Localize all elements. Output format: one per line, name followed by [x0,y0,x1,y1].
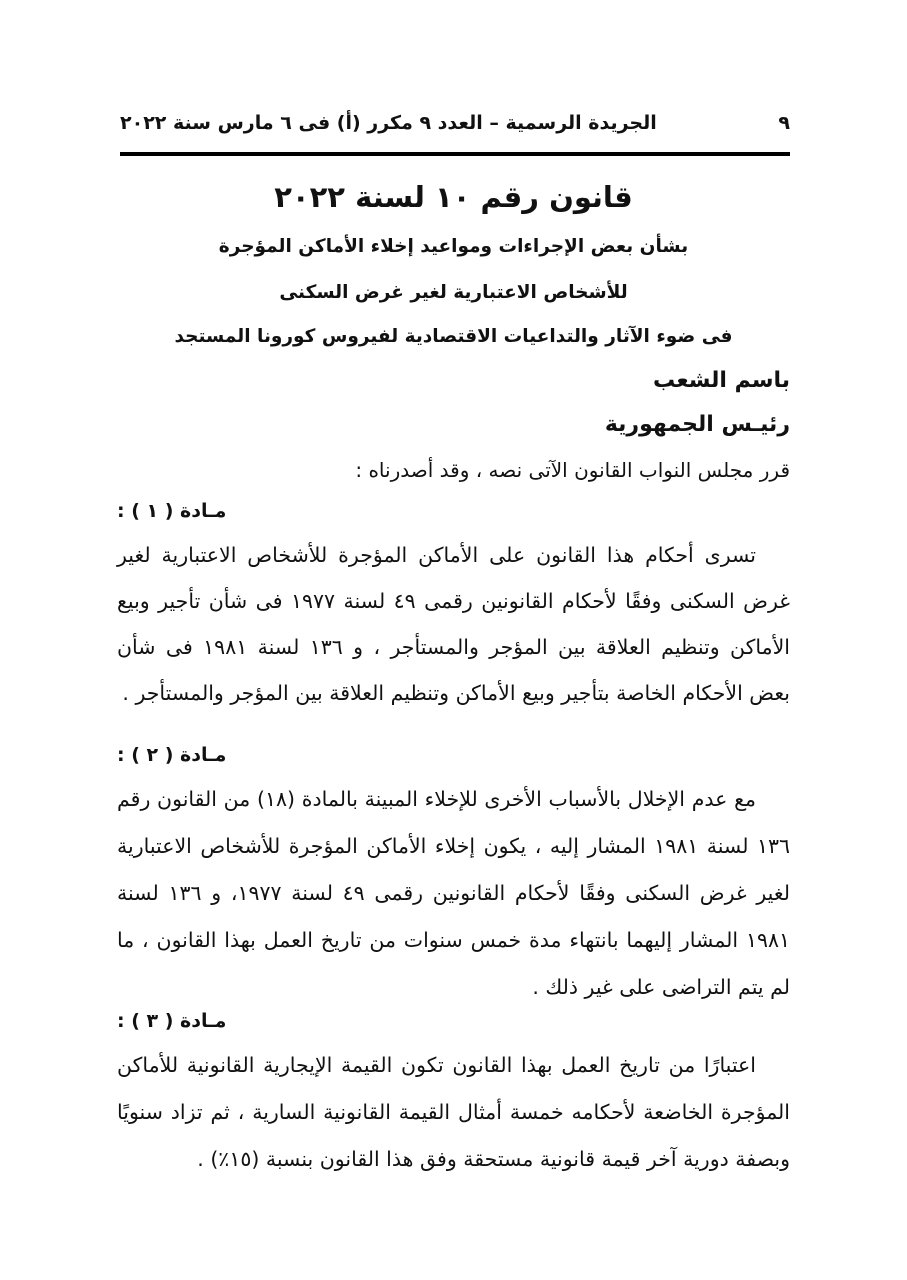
article-3-label: مـادة ( ٣ ) : [117,1010,227,1032]
article-1 [117,500,790,716]
article-2-label: مـادة ( ٢ ) : [117,744,227,766]
article-3-body: اعتبارًا من تاريخ العمل بهذا القانون تكون القيمة الإيجارية القانونية للأماكن المؤجرة الخاضعة لأحكامه خمسة أمثال القيمة القانونية السارية ، ثم تزاد سنويًا وبصفة دورية آخر قيمة قانونية مستحقة وفق هذا القانون بنسبة (١٥٪) . [117,1053,790,1171]
page-number: ٩ [778,112,790,134]
article-3 [117,1010,790,1183]
article-1-label: مـادة ( ١ ) : [117,500,227,522]
enactment-preamble: قرر مجلس النواب القانون الآتى نصه ، وقد أصدرناه : [355,458,790,482]
in-the-name-of-the-people: باسم الشعب [653,368,790,393]
header-divider-rule [120,152,790,156]
running-head [120,106,790,140]
article-2 [117,744,790,1011]
article-1-body: تسرى أحكام هذا القانون على الأماكن المؤجرة للأشخاص الاعتبارية لغير غرض السكنى وفقًا لأحكام القانونين رقمى ٤٩ لسنة ١٩٧٧ فى شأن تأجير وبيع الأماكن وتنظيم العلاقة بين المؤجر والمستأجر ، و ١٣٦ لسنة ١٩٨١ فى شأن بعض الأحكام الخاصة بتأجير وبيع الأماكن وتنظيم العلاقة بين المؤجر والمستأجر . [117,543,790,705]
gazette-header-title: الجريدة الرسمية – العدد ٩ مكرر (أ) فى ٦ مارس سنة ٢٠٢٢ [120,112,657,134]
law-subtitle-line-3: فى ضوء الآثار والتداعيات الاقتصادية لفيروس كورونا المستجد [174,326,733,347]
article-2-body: مع عدم الإخلال بالأسباب الأخرى للإخلاء المبينة بالمادة (١٨) من القانون رقم ١٣٦ لسنة ١٩٨١ المشار إليه ، يكون إخلاء الأماكن المؤجرة للأشخاص الاعتبارية لغير غرض السكنى وفقًا لأحكام القانونين رقمى ٤٩ لسنة ١٩٧٧، و ١٣٦ لسنة ١٩٨١ المشار إليهما بانتهاء مدة خمس سنوات من تاريخ العمل بهذا القانون ، ما لم يتم التراضى على غير ذلك . [117,787,791,999]
law-subtitle-line-2: للأشخاص الاعتبارية لغير غرض السكنى [279,282,628,303]
law-subtitle-line-1: بشأن بعض الإجراءات ومواعيد إخلاء الأماكن المؤجرة [218,236,689,257]
president-of-the-republic: رئيـس الجمهورية [604,412,790,437]
law-title: قانون رقم ١٠ لسنة ٢٠٢٢ [274,180,633,214]
